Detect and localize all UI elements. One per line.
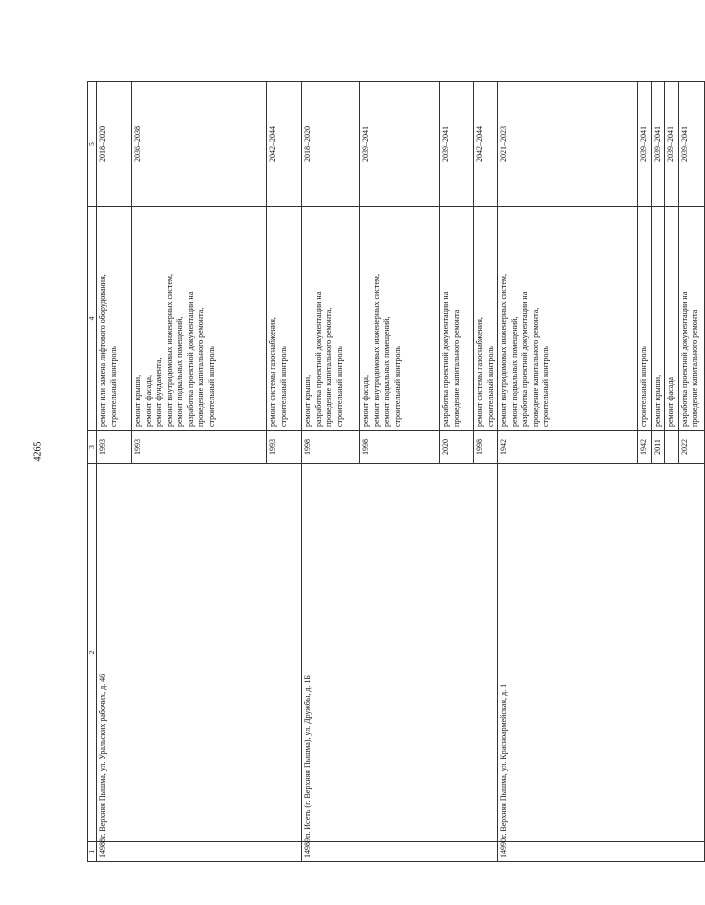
build-year: 1942 <box>638 431 652 464</box>
repair-works <box>97 207 132 431</box>
entry-address: п. Исеть (г. Верхняя Пышма), ул. Дружбы, д. 1Б <box>302 464 498 842</box>
repair-work-line: проведение капитального ремонта, <box>196 307 205 427</box>
build-year: 2022 <box>678 431 704 464</box>
repair-period: 2021–2023 <box>498 82 638 207</box>
repair-period: 2042–2044 <box>474 82 498 207</box>
entry-number: 14990. <box>498 842 705 862</box>
entry-address: г. Верхняя Пышма, ул. Уральских рабочих, д. 46 <box>97 464 302 842</box>
repair-work-line: ремонт или замена лифтового оборудования, <box>98 274 107 427</box>
build-year: 2011 <box>651 431 665 464</box>
repair-work-line: ремонт крыши, <box>133 374 142 427</box>
build-year: 1998 <box>302 431 360 464</box>
repair-work-line: разработка проектной документации на <box>185 291 195 427</box>
table-row <box>498 82 638 862</box>
repair-work-line: ремонт внутридомовых инженерных систем, <box>499 274 508 427</box>
repair-period: 2042–2044 <box>267 82 302 207</box>
table-row <box>302 82 360 862</box>
repair-works <box>638 207 652 431</box>
repair-period: 2039–2041 <box>665 82 679 207</box>
build-year: 1993 <box>97 431 132 464</box>
build-year: 1993 <box>132 431 267 464</box>
column-header: 5 <box>88 82 97 207</box>
build-year: 1998 <box>360 431 440 464</box>
repair-work-line: строительный контроль <box>485 346 495 427</box>
repair-work-line: строительный контроль <box>108 346 118 427</box>
repair-work-line: разработка проектной документации на <box>441 291 450 427</box>
column-header: 1 <box>88 842 97 862</box>
build-year: 1998 <box>474 431 498 464</box>
repair-works <box>665 207 679 431</box>
repair-work-line: строительный контроль <box>541 346 550 427</box>
repair-work-line: разработка проектной документации на <box>520 291 529 427</box>
repair-period: 2039–2041 <box>440 82 474 207</box>
repair-work-line: разработка проектной документации на <box>313 291 323 427</box>
repair-work-line: ремонт внутридомовых инженерных систем, <box>164 274 174 427</box>
repair-work-line: разработка проектной документации на <box>679 291 689 427</box>
repair-work-line: ремонт внутридомовых инженерных систем, <box>371 274 381 427</box>
repair-works <box>498 207 638 431</box>
repair-schedule-table <box>87 81 705 862</box>
document-frame <box>87 82 699 862</box>
repair-work-line: ремонт подвальных помещений, <box>509 316 519 427</box>
repair-works <box>302 207 360 431</box>
repair-work-line: строительный контроль <box>278 346 288 427</box>
repair-work-line: проведение капитального ремонта, <box>324 307 333 427</box>
repair-work-line: строительный контроль <box>334 346 344 427</box>
repair-period: 2018–2020 <box>302 82 360 207</box>
table-row <box>97 82 132 862</box>
build-year <box>665 431 679 464</box>
build-year: 2020 <box>440 431 474 464</box>
repair-work-line: ремонт фундамента, <box>154 357 163 427</box>
repair-work-line: ремонт фасада, <box>361 375 370 427</box>
entry-number: 14989. <box>302 842 498 862</box>
repair-period: 2039–2041 <box>638 82 652 207</box>
column-number-row <box>88 82 97 862</box>
build-year: 1993 <box>267 431 302 464</box>
repair-works <box>267 207 302 431</box>
build-year: 1942 <box>498 431 638 464</box>
repair-work-line: ремонт подвальных помещений, <box>382 316 391 427</box>
entry-address: г. Верхняя Пышма, ул. Красноармейская, д. 1 <box>498 464 705 842</box>
repair-work-line: ремонт системы газоснабжения, <box>268 317 277 427</box>
repair-work-line: проведение капитального ремонта <box>690 309 699 427</box>
repair-works <box>474 207 498 431</box>
column-header: 2 <box>88 464 97 842</box>
repair-period: 2039–2041 <box>360 82 440 207</box>
repair-work-line: ремонт фасада, <box>143 375 153 427</box>
page-number: 4265 <box>32 441 44 462</box>
repair-works <box>678 207 704 431</box>
rotated-table-container <box>87 82 699 862</box>
repair-works <box>132 207 267 431</box>
repair-work-line: строительный контроль <box>639 346 648 427</box>
repair-work-line: ремонт фасада <box>666 377 675 427</box>
repair-works <box>360 207 440 431</box>
repair-work-line: проведение капитального ремонта, <box>530 307 540 427</box>
repair-work-line: строительный контроль <box>392 346 402 427</box>
repair-period: 2018–2020 <box>97 82 132 207</box>
repair-period: 2039–2041 <box>651 82 665 207</box>
entry-number: 14988. <box>97 842 302 862</box>
repair-works <box>440 207 474 431</box>
column-header: 4 <box>88 207 97 431</box>
repair-period: 2036–2038 <box>132 82 267 207</box>
repair-work-line: ремонт системы газоснабжения, <box>475 317 484 427</box>
repair-work-line: ремонт крыши, <box>652 374 662 427</box>
repair-period: 2039–2041 <box>678 82 704 207</box>
repair-work-line: ремонт подвальных помещений, <box>175 316 184 427</box>
repair-work-line: строительный контроль <box>206 346 216 427</box>
column-header: 3 <box>88 431 97 464</box>
repair-work-line: ремонт крыши, <box>303 374 312 427</box>
repair-work-line: проведение капитального ремонта <box>451 309 461 427</box>
repair-works <box>651 207 665 431</box>
